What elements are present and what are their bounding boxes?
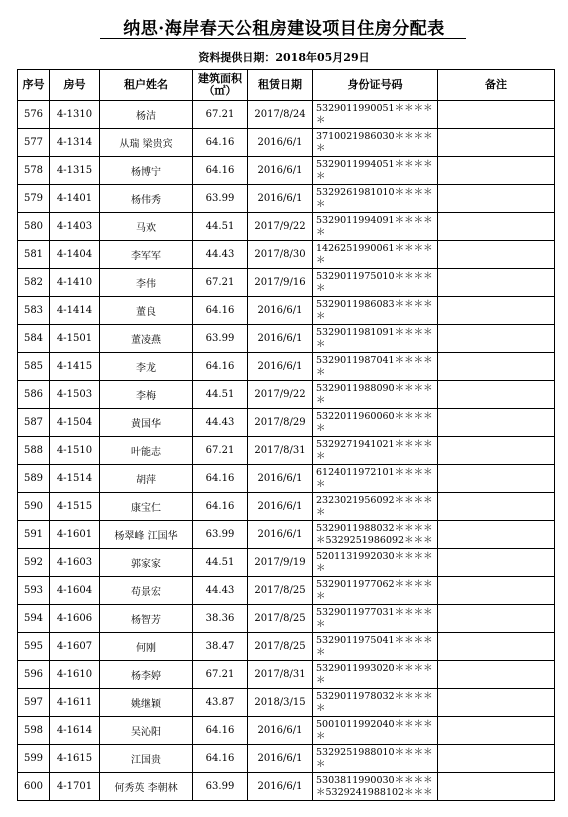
cell-room: 4-1611 (50, 689, 100, 717)
table-row (18, 353, 555, 381)
cell-seq: 591 (18, 521, 50, 549)
cell-area: 44.51 (193, 381, 248, 409)
table-row (18, 213, 555, 241)
cell-lease-date: 2016/6/1 (248, 353, 313, 381)
cell-tenant: 李伟 (100, 269, 193, 297)
cell-lease-date: 2018/3/15 (248, 689, 313, 717)
cell-lease-date: 2016/6/1 (248, 717, 313, 745)
cell-id-number: 5329011988032＊＊＊＊＊5329251986092＊＊＊ (313, 521, 438, 549)
table-row (18, 129, 555, 157)
cell-area: 44.51 (193, 213, 248, 241)
cell-lease-date: 2016/6/1 (248, 129, 313, 157)
cell-tenant: 杨洁 (100, 101, 193, 129)
cell-lease-date: 2017/8/25 (248, 633, 313, 661)
cell-room: 4-1610 (50, 661, 100, 689)
cell-area: 43.87 (193, 689, 248, 717)
table-row (18, 269, 555, 297)
cell-id-number: 5329011987041＊＊＊＊＊ (313, 353, 438, 381)
cell-lease-date: 2017/8/25 (248, 577, 313, 605)
cell-lease-date: 2017/9/19 (248, 549, 313, 577)
cell-tenant: 郭家家 (100, 549, 193, 577)
cell-seq: 598 (18, 717, 50, 745)
cell-lease-date: 2016/6/1 (248, 493, 313, 521)
cell-area: 44.43 (193, 241, 248, 269)
cell-lease-date: 2017/8/31 (248, 661, 313, 689)
cell-tenant: 杨博宁 (100, 157, 193, 185)
cell-room: 4-1401 (50, 185, 100, 213)
cell-remark (438, 269, 555, 297)
table-row (18, 409, 555, 437)
cell-seq: 592 (18, 549, 50, 577)
cell-lease-date: 2017/8/31 (248, 437, 313, 465)
header-remark: 备注 (438, 70, 555, 101)
cell-id-number: 2323021956092＊＊＊＊＊ (313, 493, 438, 521)
cell-seq: 585 (18, 353, 50, 381)
cell-id-number: 5329011975010＊＊＊＊＊ (313, 269, 438, 297)
cell-room: 4-1606 (50, 605, 100, 633)
cell-room: 4-1414 (50, 297, 100, 325)
cell-id-number: 5329011975041＊＊＊＊＊ (313, 633, 438, 661)
cell-id-number: 5303811990030＊＊＊＊＊5329241988102＊＊＊ (313, 773, 438, 801)
table-row (18, 297, 555, 325)
table-row (18, 521, 555, 549)
table-row (18, 381, 555, 409)
cell-id-number: 5329011994091＊＊＊＊＊ (313, 213, 438, 241)
cell-remark (438, 605, 555, 633)
cell-room: 4-1501 (50, 325, 100, 353)
table-row (18, 241, 555, 269)
cell-tenant: 马欢 (100, 213, 193, 241)
cell-id-number: 5329011978032＊＊＊＊＊ (313, 689, 438, 717)
cell-seq: 593 (18, 577, 50, 605)
header-tenant: 租户姓名 (100, 70, 193, 101)
cell-seq: 580 (18, 213, 50, 241)
cell-seq: 600 (18, 773, 50, 801)
cell-lease-date: 2016/6/1 (248, 185, 313, 213)
cell-tenant: 胡萍 (100, 465, 193, 493)
cell-area: 67.21 (193, 661, 248, 689)
cell-remark (438, 101, 555, 129)
cell-area: 64.16 (193, 353, 248, 381)
cell-tenant: 姚继颖 (100, 689, 193, 717)
cell-room: 4-1701 (50, 773, 100, 801)
cell-remark (438, 745, 555, 773)
cell-remark (438, 717, 555, 745)
header-id-number: 身份证号码 (313, 70, 438, 101)
cell-seq: 596 (18, 661, 50, 689)
cell-id-number: 5329011990051＊＊＊＊＊ (313, 101, 438, 129)
table-row (18, 325, 555, 353)
cell-remark (438, 353, 555, 381)
cell-room: 4-1607 (50, 633, 100, 661)
cell-lease-date: 2017/8/30 (248, 241, 313, 269)
cell-tenant: 黄国华 (100, 409, 193, 437)
cell-tenant: 从瑞 梁贵宾 (100, 129, 193, 157)
cell-room: 4-1603 (50, 549, 100, 577)
cell-lease-date: 2017/9/22 (248, 381, 313, 409)
cell-seq: 581 (18, 241, 50, 269)
cell-area: 44.43 (193, 409, 248, 437)
table-row (18, 717, 555, 745)
table-row (18, 493, 555, 521)
cell-seq: 576 (18, 101, 50, 129)
cell-id-number: 5329011993020＊＊＊＊＊ (313, 661, 438, 689)
table-row (18, 549, 555, 577)
cell-lease-date: 2017/9/22 (248, 213, 313, 241)
cell-lease-date: 2016/6/1 (248, 521, 313, 549)
cell-id-number: 5329251988010＊＊＊＊＊ (313, 745, 438, 773)
cell-lease-date: 2017/9/16 (248, 269, 313, 297)
cell-remark (438, 297, 555, 325)
table-row (18, 661, 555, 689)
cell-seq: 584 (18, 325, 50, 353)
cell-seq: 588 (18, 437, 50, 465)
cell-room: 4-1515 (50, 493, 100, 521)
cell-area: 38.47 (193, 633, 248, 661)
cell-lease-date: 2016/6/1 (248, 773, 313, 801)
table-row (18, 773, 555, 801)
cell-tenant: 杨伟秀 (100, 185, 193, 213)
cell-seq: 577 (18, 129, 50, 157)
cell-id-number: 1426251990061＊＊＊＊＊ (313, 241, 438, 269)
cell-seq: 582 (18, 269, 50, 297)
cell-id-number: 5322011960060＊＊＊＊＊ (313, 409, 438, 437)
cell-seq: 589 (18, 465, 50, 493)
cell-room: 4-1314 (50, 129, 100, 157)
cell-room: 4-1404 (50, 241, 100, 269)
cell-remark (438, 549, 555, 577)
cell-tenant: 董良 (100, 297, 193, 325)
cell-room: 4-1510 (50, 437, 100, 465)
cell-room: 4-1601 (50, 521, 100, 549)
cell-area: 64.16 (193, 717, 248, 745)
cell-area: 44.43 (193, 577, 248, 605)
cell-area: 64.16 (193, 493, 248, 521)
cell-area: 64.16 (193, 745, 248, 773)
cell-area: 63.99 (193, 185, 248, 213)
cell-remark (438, 521, 555, 549)
cell-remark (438, 409, 555, 437)
cell-tenant: 吴沁阳 (100, 717, 193, 745)
cell-id-number: 5329011981091＊＊＊＊＊ (313, 325, 438, 353)
cell-id-number: 5329011994051＊＊＊＊＊ (313, 157, 438, 185)
cell-remark (438, 661, 555, 689)
cell-area: 44.51 (193, 549, 248, 577)
cell-remark (438, 689, 555, 717)
cell-area: 63.99 (193, 521, 248, 549)
cell-id-number: 6124011972101＊＊＊＊＊ (313, 465, 438, 493)
cell-remark (438, 381, 555, 409)
cell-tenant: 杨智芳 (100, 605, 193, 633)
cell-id-number: 5329261981010＊＊＊＊＊ (313, 185, 438, 213)
cell-tenant: 叶能志 (100, 437, 193, 465)
data-provided-date: 资料提供日期：2018年05月29日 (198, 51, 370, 64)
cell-room: 4-1504 (50, 409, 100, 437)
cell-remark (438, 633, 555, 661)
cell-area: 67.21 (193, 269, 248, 297)
table-row (18, 465, 555, 493)
cell-area: 63.99 (193, 773, 248, 801)
cell-remark (438, 577, 555, 605)
table-row (18, 745, 555, 773)
cell-seq: 594 (18, 605, 50, 633)
cell-seq: 597 (18, 689, 50, 717)
cell-tenant: 李军军 (100, 241, 193, 269)
cell-tenant: 康宝仁 (100, 493, 193, 521)
cell-id-number: 5201131992030＊＊＊＊＊ (313, 549, 438, 577)
cell-room: 4-1310 (50, 101, 100, 129)
table-row (18, 577, 555, 605)
cell-tenant: 杨李婷 (100, 661, 193, 689)
cell-seq: 595 (18, 633, 50, 661)
cell-tenant: 何刚 (100, 633, 193, 661)
cell-lease-date: 2016/6/1 (248, 297, 313, 325)
table-row (18, 157, 555, 185)
header-seq: 序号 (18, 70, 50, 101)
table-row (18, 633, 555, 661)
cell-area: 67.21 (193, 437, 248, 465)
cell-tenant: 江国贵 (100, 745, 193, 773)
document-title: 纳思·海岸春天公租房建设项目住房分配表 (123, 19, 445, 39)
cell-room: 4-1403 (50, 213, 100, 241)
table-row (18, 689, 555, 717)
title-underline (100, 38, 466, 39)
table-row (18, 437, 555, 465)
cell-lease-date: 2017/8/29 (248, 409, 313, 437)
cell-lease-date: 2016/6/1 (248, 325, 313, 353)
cell-room: 4-1614 (50, 717, 100, 745)
cell-remark (438, 773, 555, 801)
cell-room: 4-1410 (50, 269, 100, 297)
cell-remark (438, 213, 555, 241)
table-row (18, 101, 555, 129)
cell-area: 64.16 (193, 297, 248, 325)
allocation-table (17, 69, 555, 801)
cell-room: 4-1514 (50, 465, 100, 493)
cell-seq: 579 (18, 185, 50, 213)
cell-remark (438, 437, 555, 465)
cell-area: 38.36 (193, 605, 248, 633)
cell-area: 67.21 (193, 101, 248, 129)
cell-tenant: 李龙 (100, 353, 193, 381)
cell-room: 4-1503 (50, 381, 100, 409)
cell-tenant: 董凌燕 (100, 325, 193, 353)
cell-seq: 586 (18, 381, 50, 409)
cell-tenant: 苟景宏 (100, 577, 193, 605)
cell-seq: 583 (18, 297, 50, 325)
header-lease-date: 租赁日期 (248, 70, 313, 101)
cell-lease-date: 2016/6/1 (248, 745, 313, 773)
header-room: 房号 (50, 70, 100, 101)
cell-id-number: 5329271941021＊＊＊＊＊ (313, 437, 438, 465)
cell-room: 4-1415 (50, 353, 100, 381)
cell-area: 64.16 (193, 129, 248, 157)
cell-room: 4-1315 (50, 157, 100, 185)
cell-seq: 578 (18, 157, 50, 185)
cell-lease-date: 2016/6/1 (248, 465, 313, 493)
cell-seq: 587 (18, 409, 50, 437)
cell-id-number: 5329011988090＊＊＊＊＊ (313, 381, 438, 409)
cell-lease-date: 2017/8/24 (248, 101, 313, 129)
cell-remark (438, 157, 555, 185)
cell-id-number: 5329011977031＊＊＊＊＊ (313, 605, 438, 633)
cell-room: 4-1615 (50, 745, 100, 773)
cell-area: 64.16 (193, 465, 248, 493)
cell-id-number: 3710021986030＊＊＊＊＊ (313, 129, 438, 157)
cell-room: 4-1604 (50, 577, 100, 605)
cell-id-number: 5329011977062＊＊＊＊＊ (313, 577, 438, 605)
cell-remark (438, 129, 555, 157)
cell-tenant: 杨翠峰 江国华 (100, 521, 193, 549)
cell-id-number: 5001011992040＊＊＊＊＊ (313, 717, 438, 745)
cell-tenant: 李梅 (100, 381, 193, 409)
cell-remark (438, 185, 555, 213)
cell-area: 64.16 (193, 157, 248, 185)
cell-id-number: 5329011986083＊＊＊＊＊ (313, 297, 438, 325)
cell-seq: 590 (18, 493, 50, 521)
table-header-row (18, 70, 555, 101)
table-row (18, 605, 555, 633)
cell-remark (438, 241, 555, 269)
table-row (18, 185, 555, 213)
cell-remark (438, 465, 555, 493)
cell-remark (438, 493, 555, 521)
cell-lease-date: 2016/6/1 (248, 157, 313, 185)
cell-remark (438, 325, 555, 353)
cell-tenant: 何秀英 李朝林 (100, 773, 193, 801)
cell-area: 63.99 (193, 325, 248, 353)
cell-seq: 599 (18, 745, 50, 773)
header-area: 建筑面积（㎡） (193, 70, 248, 101)
cell-lease-date: 2017/8/25 (248, 605, 313, 633)
